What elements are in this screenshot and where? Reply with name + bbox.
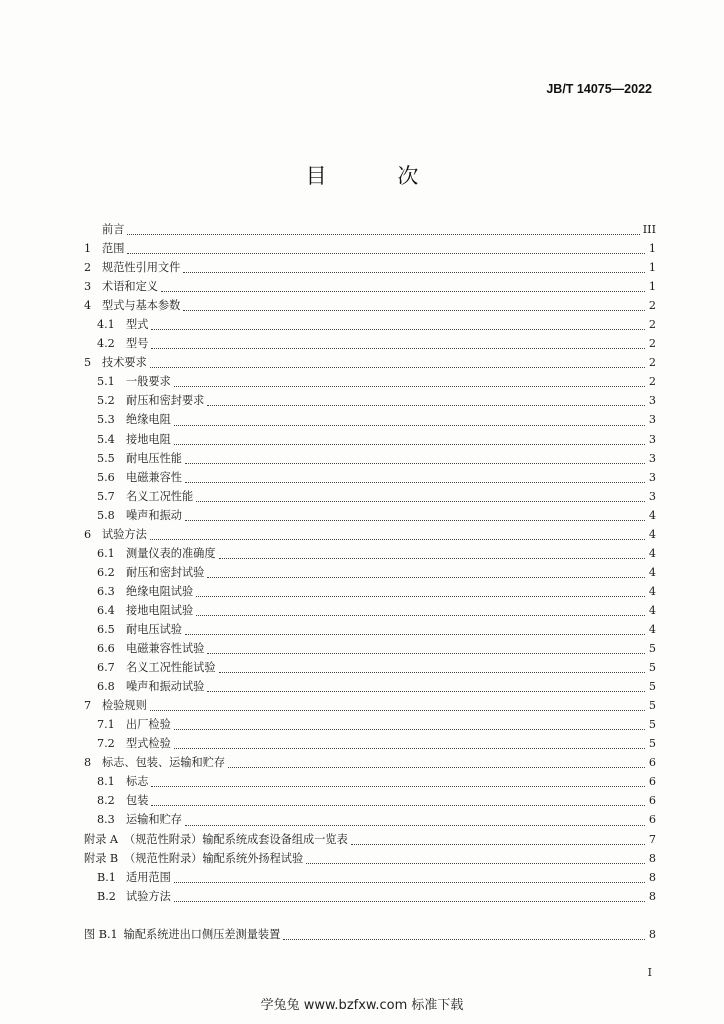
dot-leader (174, 877, 645, 883)
toc-entry-page: 2 (648, 299, 656, 313)
toc-entry-page: 4 (648, 603, 656, 617)
toc-entry[interactable] (84, 582, 656, 601)
toc-entry-label: 前言 (102, 223, 125, 236)
toc-entry-page: 2 (648, 337, 656, 351)
toc-entry[interactable] (84, 258, 656, 277)
toc-entry-number: 6.8 (97, 680, 115, 694)
toc-entry-number: 7.2 (97, 737, 115, 751)
dot-leader (351, 839, 645, 845)
toc-entry-page: 6 (648, 775, 656, 789)
dot-leader (174, 896, 645, 902)
dot-leader (150, 534, 645, 540)
toc-entry-number: 2 (84, 261, 92, 275)
toc-entry[interactable] (84, 410, 656, 429)
toc-entry-number: 7.1 (97, 718, 115, 732)
toc-entry-number: B.1 (97, 870, 116, 884)
toc-entry-label: 适用范围 (126, 870, 171, 884)
toc-entry-page: 6 (648, 813, 656, 827)
toc-entry-number: 6 (84, 527, 92, 541)
toc-entry-page: 5 (648, 661, 656, 675)
toc-entry-label: 运输和贮存 (126, 813, 182, 827)
toc-entry-number: 5.4 (97, 432, 115, 446)
toc-entry-label: 耐压和密封要求 (126, 394, 205, 408)
dot-leader (151, 800, 645, 806)
toc-entry-number: 4.1 (97, 318, 115, 332)
toc-entry-label: 型式检验 (126, 737, 171, 751)
toc-entry-label: 耐电压试验 (126, 622, 182, 636)
toc-entry-label: 标志 (126, 775, 149, 789)
toc-entry-label: 型式与基本参数 (102, 299, 181, 313)
toc-entry-page: 3 (648, 451, 656, 465)
toc-entry[interactable] (84, 296, 656, 315)
toc-entry[interactable] (84, 658, 656, 677)
dot-leader (183, 305, 645, 311)
toc-entry[interactable] (84, 563, 656, 582)
toc-entry[interactable] (84, 620, 656, 639)
toc-entry-label: （规范性附录）输配系统成套设备组成一览表 (124, 832, 348, 846)
toc-entry-page: 7 (648, 832, 656, 846)
figure-entry[interactable] (84, 925, 656, 944)
figure-list (84, 925, 656, 944)
toc-entry-page: 2 (648, 318, 656, 332)
figure-entry-page: 8 (648, 927, 656, 941)
dot-leader (228, 762, 645, 768)
dot-leader (185, 629, 645, 635)
toc-entry-label: 接地电阻 (126, 432, 171, 446)
toc-entry-number: 6.4 (97, 603, 115, 617)
toc-entry-page: 5 (648, 699, 656, 713)
toc-entry-label: 术语和定义 (102, 280, 158, 294)
toc-entry[interactable] (84, 887, 656, 906)
dot-leader (283, 934, 645, 940)
toc-entry-number: 7 (84, 699, 92, 713)
toc-entry-label: 绝缘电阻 (126, 413, 171, 427)
dot-leader (174, 724, 645, 730)
dot-leader (219, 553, 645, 559)
toc-entry-label: 包装 (126, 794, 149, 808)
toc-entry-page: 2 (648, 375, 656, 389)
dot-leader (174, 439, 645, 445)
toc-entry-label: 测量仪表的准确度 (126, 546, 216, 560)
page-title: 目 次 (305, 164, 451, 188)
dot-leader (196, 496, 645, 502)
toc-entry-page: 5 (648, 737, 656, 751)
toc-entry-page: 4 (648, 584, 656, 598)
toc-entry-page: 1 (648, 261, 656, 275)
toc-entry-label: 一般要求 (126, 375, 171, 389)
toc-entry-label: 标志、包装、运输和贮存 (102, 756, 226, 770)
dot-leader (174, 420, 645, 426)
toc-entry-page: 8 (648, 889, 656, 903)
toc-entry[interactable] (84, 277, 656, 296)
toc-entry[interactable] (84, 639, 656, 658)
watermark-text: 学兔兔 www.bzfxw.com 标准下载 (260, 998, 464, 1013)
toc-entry-number: 4 (84, 299, 92, 313)
toc-entry[interactable] (84, 391, 656, 410)
standard-code: JB/T 14075—2022 (546, 82, 652, 96)
toc-entry-number: 5.3 (97, 413, 115, 427)
toc-entry[interactable] (84, 849, 656, 868)
toc-entry-number: 6.2 (97, 565, 115, 579)
dot-leader (207, 572, 645, 578)
toc-entry-page: 1 (648, 280, 656, 294)
toc-entry-number: 附录 A (84, 832, 119, 846)
toc-entry-number: 6.5 (97, 622, 115, 636)
toc-entry-label: 噪声和振动 (126, 508, 182, 522)
toc-entry[interactable] (84, 334, 656, 353)
toc-entry-label: 噪声和振动试验 (126, 680, 205, 694)
toc-entry-number: 5 (84, 356, 92, 370)
dot-leader (207, 400, 645, 406)
toc-entry-number: 6.3 (97, 584, 115, 598)
toc-entry-label: 耐电压性能 (126, 451, 182, 465)
toc-entry-page: 5 (648, 718, 656, 732)
dot-leader (161, 286, 645, 292)
toc-entry-label: 电磁兼容性 (126, 470, 182, 484)
toc-entry[interactable] (84, 506, 656, 525)
table-of-contents (84, 220, 656, 944)
toc-entry-number: B.2 (97, 889, 116, 903)
figure-entry-label: 输配系统进出口侧压差测量装置 (123, 927, 281, 941)
toc-entry-label: 试验方法 (126, 889, 171, 903)
toc-entry-label: （规范性附录）输配系统外扬程试验 (124, 851, 304, 865)
toc-entry-number: 5.7 (97, 489, 115, 503)
dot-leader (185, 477, 645, 483)
toc-entry-page: 6 (648, 794, 656, 808)
toc-entries (84, 220, 656, 906)
toc-entry-number: 8.1 (97, 775, 115, 789)
toc-entry[interactable] (84, 220, 656, 239)
dot-leader (174, 381, 645, 387)
figure-entry-number: 图 B.1 (84, 927, 118, 941)
toc-entry[interactable] (84, 468, 656, 487)
toc-entry-number: 5.5 (97, 451, 115, 465)
toc-entry-label: 名义工况性能试验 (126, 661, 216, 675)
toc-entry-label: 型号 (126, 337, 149, 351)
toc-entry-number: 6.6 (97, 642, 115, 656)
toc-entry-label: 范围 (102, 242, 125, 256)
toc-entry-number: 5.6 (97, 470, 115, 484)
toc-entry-label: 试验方法 (102, 527, 147, 541)
toc-entry-label: 名义工况性能 (126, 489, 194, 503)
toc-gap (84, 906, 656, 925)
toc-entry-number: 8 (84, 756, 92, 770)
toc-entry-label: 型式 (126, 318, 149, 332)
toc-entry[interactable] (84, 372, 656, 391)
dot-leader (151, 343, 645, 349)
dot-leader (183, 267, 645, 273)
toc-entry[interactable] (84, 696, 656, 715)
toc-entry[interactable] (84, 677, 656, 696)
dot-leader (207, 648, 645, 654)
toc-entry[interactable] (84, 449, 656, 468)
toc-entry-page: 2 (648, 356, 656, 370)
toc-entry[interactable] (84, 353, 656, 372)
toc-entry-number: 1 (84, 242, 92, 256)
dot-leader (185, 820, 645, 826)
toc-entry-page: 3 (648, 432, 656, 446)
toc-entry-label: 技术要求 (102, 356, 147, 370)
dot-leader (127, 248, 645, 254)
toc-entry-number: 6.7 (97, 661, 115, 675)
dot-leader (185, 458, 645, 464)
toc-entry-page: 3 (648, 470, 656, 484)
dot-leader (127, 229, 639, 235)
toc-entry-page: 5 (648, 680, 656, 694)
dot-leader (150, 705, 645, 711)
toc-entry[interactable] (84, 810, 656, 829)
toc-entry[interactable] (84, 525, 656, 544)
toc-entry-number: 5.8 (97, 508, 115, 522)
toc-entry-page: 3 (648, 413, 656, 427)
toc-entry-label: 绝缘电阻试验 (126, 584, 194, 598)
toc-entry-page: III (642, 223, 656, 236)
toc-entry[interactable] (84, 239, 656, 258)
toc-entry-label: 出厂检验 (126, 718, 171, 732)
toc-entry-number: 5.1 (97, 375, 115, 389)
toc-entry-label: 检验规则 (102, 699, 147, 713)
dot-leader (207, 686, 645, 692)
toc-entry[interactable] (84, 487, 656, 506)
toc-entry[interactable] (84, 430, 656, 449)
toc-entry-page: 4 (648, 508, 656, 522)
page-number: I (647, 966, 652, 979)
toc-entry-page: 4 (648, 622, 656, 636)
toc-entry[interactable] (84, 601, 656, 620)
dot-leader (174, 743, 645, 749)
toc-entry-page: 4 (648, 546, 656, 560)
toc-entry-page: 8 (648, 851, 656, 865)
toc-entry[interactable] (84, 315, 656, 334)
toc-entry-page: 6 (648, 756, 656, 770)
dot-leader (219, 667, 645, 673)
toc-entry[interactable] (84, 868, 656, 887)
toc-entry-label: 电磁兼容性试验 (126, 642, 205, 656)
toc-entry-page: 4 (648, 527, 656, 541)
toc-entry[interactable] (84, 753, 656, 772)
toc-entry[interactable] (84, 830, 656, 849)
toc-entry-label: 接地电阻试验 (126, 603, 194, 617)
toc-entry-number: 5.2 (97, 394, 115, 408)
toc-entry-number: 3 (84, 280, 92, 294)
toc-entry[interactable] (84, 772, 656, 791)
dot-leader (306, 858, 645, 864)
toc-entry-number: 4.2 (97, 337, 115, 351)
toc-entry-number: 附录 B (84, 851, 119, 865)
toc-entry[interactable] (84, 734, 656, 753)
toc-entry-label: 规范性引用文件 (102, 261, 181, 275)
dot-leader (151, 781, 645, 787)
dot-leader (196, 610, 645, 616)
toc-entry-page: 3 (648, 394, 656, 408)
toc-entry-page: 3 (648, 489, 656, 503)
toc-entry-page: 5 (648, 642, 656, 656)
toc-entry-label: 耐压和密封试验 (126, 565, 205, 579)
dot-leader (196, 591, 645, 597)
dot-leader (151, 324, 645, 330)
dot-leader (150, 362, 645, 368)
toc-entry-page: 1 (648, 242, 656, 256)
toc-entry-number: 6.1 (97, 546, 115, 560)
toc-entry[interactable] (84, 544, 656, 563)
toc-entry[interactable] (84, 791, 656, 810)
dot-leader (185, 515, 645, 521)
toc-entry-number: 8.2 (97, 794, 115, 808)
toc-entry-page: 8 (648, 870, 656, 884)
toc-entry-number: 8.3 (97, 813, 115, 827)
toc-entry-page: 4 (648, 565, 656, 579)
toc-entry[interactable] (84, 715, 656, 734)
